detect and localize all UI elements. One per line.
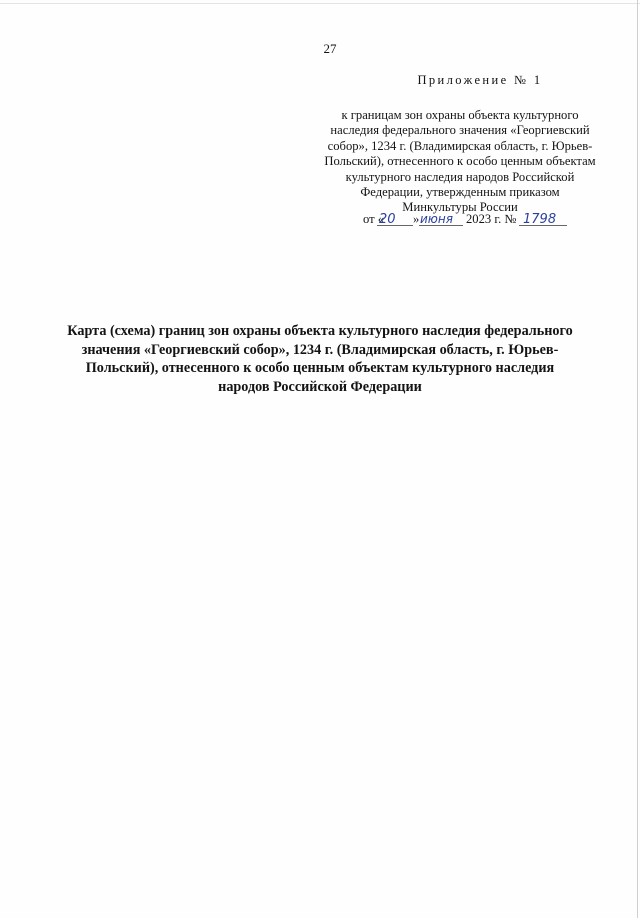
appendix-line: Минкультуры России: [402, 200, 518, 215]
main-title-line: Польский), отнесенного к особо ценным объектам культурного наследия: [85, 360, 555, 376]
main-title-line: значения «Георгиевский собор», 1234 г. (Владимирская область, г. Юрьев-: [81, 341, 559, 358]
handwritten-number: [519, 210, 567, 230]
order-year: 2023 г. №: [466, 212, 517, 226]
appendix-line: Польский), отнесенного к особо ценным объектам: [324, 154, 596, 169]
page-number: 27: [323, 41, 337, 56]
appendix-line: наследия федерального значения «Георгиевский: [330, 123, 590, 138]
appendix-line: культурного наследия народов Российской: [345, 169, 575, 184]
appendix-text: [312, 108, 608, 216]
appendix-line: к границам зон охраны объекта культурного: [341, 108, 579, 122]
order-prefix: от «: [363, 212, 385, 226]
appendix-line: Федерации, утвержденным приказом: [360, 185, 560, 200]
appendix-title: Приложение № 1: [417, 73, 543, 87]
handwritten-month: [419, 210, 463, 230]
handwritten-day-text: 20: [379, 212, 396, 227]
scan-edge-top: [0, 3, 640, 4]
handwritten-month-text: июня: [420, 212, 453, 226]
handwritten-number-text: 1798: [523, 212, 557, 227]
handwritten-day: [377, 210, 413, 230]
order-date-line: [363, 210, 593, 232]
main-title: [40, 322, 600, 396]
appendix-line: собор», 1234 г. (Владимирская область, г. Юрьев-: [327, 138, 593, 153]
main-title-line: народов Российской Федерации: [218, 378, 422, 395]
scan-edge-right: [637, 0, 638, 918]
order-quote-close: »: [413, 212, 420, 226]
main-title-line: Карта (схема) границ зон охраны объекта культурного наследия федерального: [67, 323, 573, 339]
